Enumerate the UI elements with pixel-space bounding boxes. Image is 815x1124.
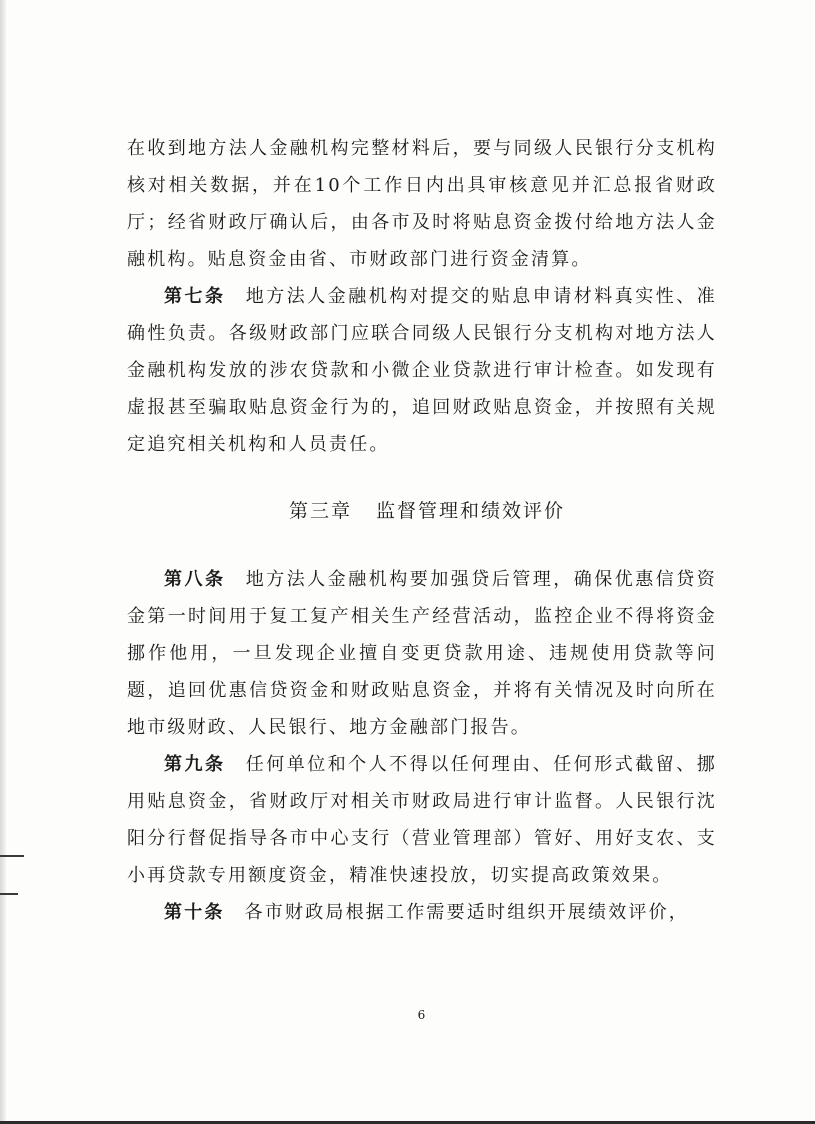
- article-7-text: 地方法人金融机构对提交的贴息申请材料真实性、准确性负责。各级财政部门应联合同级人民银行分支机构对地方法人金融机构发放的涉农贷款和小微企业贷款进行审计检查。如发现有虚报甚至骗取贴息资金行为的，追回财政贴息资金，并按照有关规定追究相关机构和人员责任。: [127, 286, 717, 455]
- article-10: [127, 894, 717, 931]
- article-9-text: 任何单位和个人不得以任何理由、任何形式截留、挪用贴息资金，省财政厅对相关市财政局进行审计监督。人民银行沈阳分行督促指导各市中心支行（营业管理部）管好、用好支农、支小再贷款专用额度资金，精准快速投放，切实提高政策效果。: [127, 754, 717, 886]
- scan-margin-mark: [0, 893, 18, 895]
- article-10-label: 第十条: [164, 902, 225, 923]
- article-7: [127, 278, 717, 463]
- article-7-label: 第七条: [164, 286, 226, 307]
- article-9: [127, 746, 717, 894]
- chapter-title: 监督管理和绩效评价: [376, 500, 566, 522]
- article-8-label: 第八条: [164, 569, 226, 590]
- paragraph-continued: 在收到地方法人金融机构完整材料后，要与同级人民银行分支机构核对相关数据，并在10个工作日内出具审核意见并汇总报省财政厅；经省财政厅确认后，由各市及时将贴息资金拨付给地方法人金融机构。贴息资金由省、市财政部门进行资金清算。: [127, 138, 717, 270]
- scan-margin-mark: [0, 855, 24, 857]
- article-8-text: 地方法人金融机构要加强贷后管理，确保优惠信贷资金第一时间用于复工复产相关生产经营活动，监控企业不得将资金挪作他用，一旦发现企业擅自变更贷款用途、违规使用贷款等问题，追回优惠信贷资金和财政贴息资金，并将有关情况及时向所在地市级财政、人民银行、地方金融部门报告。: [127, 569, 717, 738]
- chapter-heading: [127, 493, 717, 530]
- article-10-text: 各市财政局根据工作需要适时组织开展绩效评价，: [244, 902, 690, 923]
- article-8: [127, 561, 717, 746]
- document-body: [127, 130, 717, 931]
- article-9-label: 第九条: [164, 754, 226, 775]
- chapter-number: 第三章: [288, 500, 352, 522]
- scan-left-edge: [0, 0, 6, 1124]
- page-number: 6: [417, 1008, 426, 1022]
